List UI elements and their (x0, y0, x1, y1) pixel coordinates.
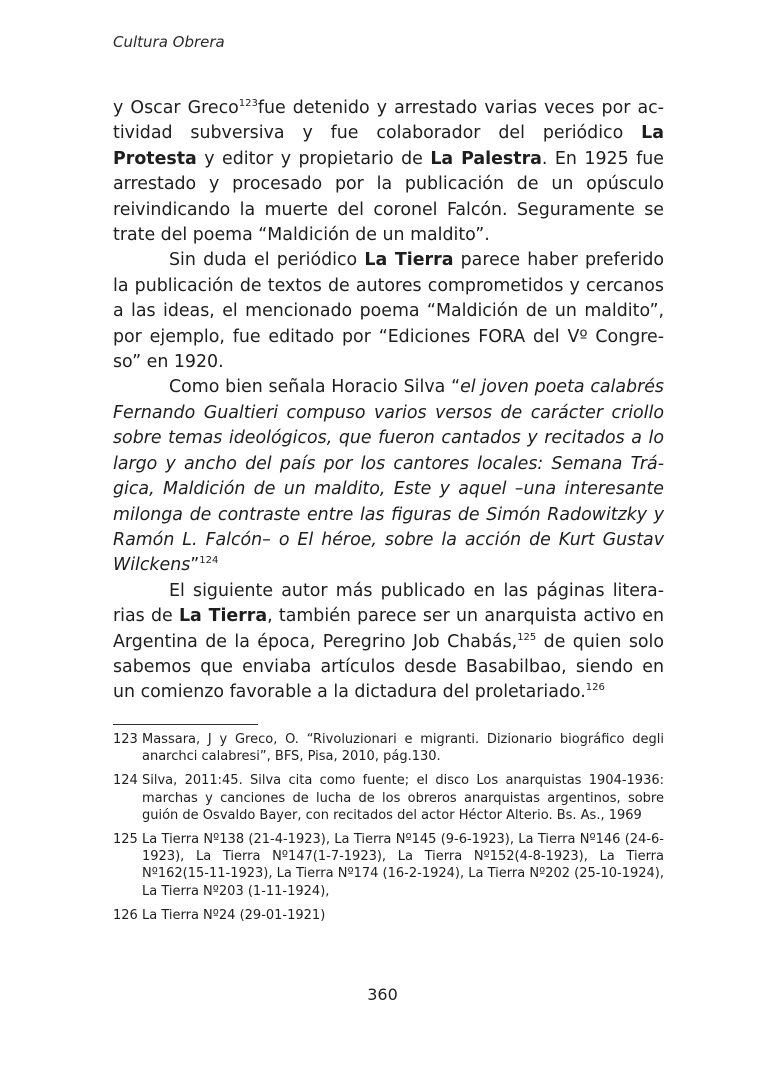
footnote-126 (113, 907, 664, 924)
paragraph-1 (113, 96, 664, 248)
footnote-separator (113, 724, 258, 725)
quotation: el joven poeta calabrés Fernando Gualtieri compuso varios versos de carácter criollo sobre temas ideológicos, que fueron cantados y recitados a lo largo y ancho del país por los cantores locales: Semana Trágica, Maldición de un maldito, Este y aquel –una interesante milonga de contraste entre las figuras de Simón Radowitzky y Ramón L. Falcón– o El héroe, sobre la acción de Kurt Gustav Wilckens (113, 377, 664, 576)
running-title: Cultura Obrera (113, 33, 225, 51)
text: parece haber preferido la publicación de textos de autores comprometidos y cercanos a las ideas, el mencionado poema “Maldición de un maldito”, por ejemplo, fue editado por “Ediciones FORA del Vº Congreso” en 1920. (113, 250, 664, 373)
footnote-ref-123[interactable]: 123 (238, 98, 258, 110)
paragraph-4 (113, 579, 664, 706)
periodical-title: La Tierra (178, 606, 268, 627)
text: fue detenido y arrestado varias veces por actividad subversiva y fue colaborador del periódico (113, 98, 664, 144)
text: Sin duda el periódico (169, 250, 365, 271)
text: El siguiente autor más publicado en las páginas literarias de (113, 580, 664, 627)
periodical-title: La Tierra (364, 250, 454, 271)
footnote-124 (113, 772, 664, 824)
text: de quien solo sabemos que enviaba artículos desde Basabilbao, siendo en un comienzo favorable a la dictadura del proletariado. (113, 631, 664, 703)
footnote-ref-124[interactable]: 124 (199, 555, 219, 567)
footnote-123 (113, 731, 664, 765)
footnote-text: Silva, 2011:45. Silva cita como fuente; el disco Los anarquistas 1904-1936: marchas y canciones de lucha de los obreros anarquistas argentinos, sobre guión de Osvaldo Bayer, con recitados del actor Héctor Alterio. Bs. As., 1969 (142, 773, 664, 823)
footnote-ref-126[interactable]: 126 (585, 682, 605, 694)
page-number: 360 (367, 985, 398, 1004)
text: y editor y propietario de (196, 148, 431, 169)
footnote-number: 123 (113, 732, 138, 747)
footnote-text: Massara, J y Greco, O. “Rivoluzionari e migranti. Dizionario biográfico degli anarchci calabresi”, BFS, Pisa, 2010, pág.130. (142, 732, 664, 765)
main-text (113, 96, 664, 706)
footnote-125 (113, 831, 664, 900)
footnote-ref-125[interactable]: 125 (517, 631, 537, 643)
footnote-text: La Tierra Nº24 (29-01-1921) (142, 907, 326, 923)
periodical-title: La Palestra (430, 148, 542, 169)
text: . En 1925 fue arrestado y procesado por la publicación de un opúsculo reivindicando la muerte del coronel Falcón. Seguramente se trate del poema “Maldición de un maldito”. (113, 148, 664, 246)
footnote-number: 124 (113, 773, 138, 789)
paragraph-2 (113, 248, 664, 375)
footnotes (113, 731, 664, 931)
text: ” (190, 555, 200, 576)
paragraph-3 (113, 375, 664, 578)
text: y Oscar Greco (113, 98, 239, 118)
text: , también parece ser un anarquista activo en Argentina de la época, Peregrino Job Chabás, (113, 606, 664, 652)
footnote-number: 125 (113, 832, 138, 848)
footnote-text: La Tierra Nº138 (21-4-1923), La Tierra Nº145 (9-6-1923), La Tierra Nº146 (24-6-1923), La Tierra Nº147(1-7-1923), La Tierra Nº152(4-8-1923), La Tierra Nº162(15-11-1923), La Tierra Nº174 (16-2-1924), La Tierra Nº202 (25-10-1924), La Tierra Nº203 (1-11-1924), (142, 832, 664, 899)
footnote-number: 126 (113, 907, 138, 923)
text: Como bien señala Horacio Silva “ (169, 377, 461, 398)
periodical-title: La Protesta (113, 123, 664, 169)
